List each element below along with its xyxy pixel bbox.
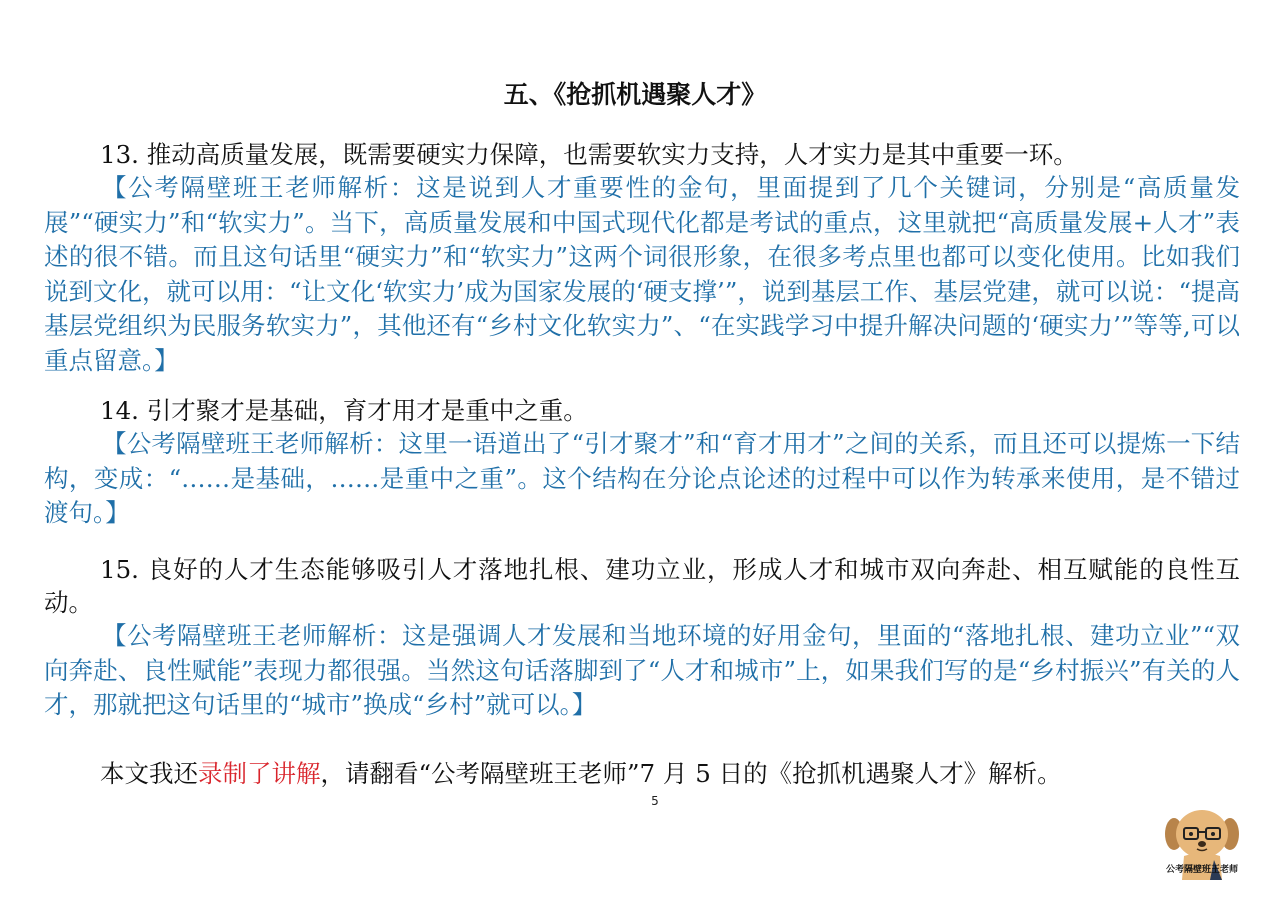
item-15-analysis: 【公考隔壁班王老师解析：这是强调人才发展和当地环境的好用金句，里面的“落地扎根、建功立业”“双向奔赴、良性赋能”表现力都很强。当然这句话落脚到了“人才和城市”上，如果我们写的是“乡村振兴”有关的人才，那就把这句话里的“城市”换成“乡村”就可以。】	[44, 621, 1240, 719]
section-title: 五、《抢抓机遇聚人才》	[503, 80, 767, 109]
item-14-analysis: 【公考隔壁班王老师解析：这里一语道出了“引才聚才”和“育才用才”之间的关系，而且还可以提炼一下结构，变成：“……是基础，……是重中之重”。这个结构在分论点论述的过程中可以作为转承来使用，是不错过渡句。】	[44, 429, 1240, 527]
closing-note	[100, 757, 1250, 790]
page-number: 5	[651, 794, 659, 808]
item-15-quote: 15. 良好的人才生态能够吸引人才落地扎根、建功立业，形成人才和城市双向奔赴、相互赋能的良性互动。	[44, 555, 1240, 617]
item-15	[44, 553, 1240, 723]
item-13-analysis: 【公考隔壁班王老师解析：这是说到人才重要性的金句，里面提到了几个关键词，分别是“高质量发展”“硬实力”和“软实力”。当下，高质量发展和中国式现代化都是考试的重点，这里就把“高质量发展+人才”表述的很不错。而且这句话里“硬实力”和“软实力”这两个词很形象，在很多考点里也都可以变化使用。比如我们说到文化，就可以用：“让文化‘软实力’成为国家发展的‘硬支撑’”，说到基层工作、基层党建，就可以说：“提高基层党组织为民服务软实力”，其他还有“乡村文化软实力”、“在实践学习中提升解决问题的‘硬实力’”等等,可以重点留意。】	[44, 173, 1241, 375]
closing-highlight: 录制了讲解	[198, 759, 321, 788]
item-13	[44, 138, 1240, 378]
mascot-caption: 公考隔壁班王老师	[1165, 865, 1238, 875]
item-14	[44, 394, 1240, 531]
item-13-quote: 13. 推动高质量发展，既需要硬实力保障，也需要软实力支持，人才实力是其中重要一环。	[100, 140, 1078, 169]
closing-after: ，请翻看“公考隔壁班王老师”7 月 5 日的《抢抓机遇聚人才》解析。	[320, 759, 1062, 788]
item-14-quote: 14. 引才聚才是基础，育才用才是重中之重。	[100, 396, 588, 425]
closing-before: 本文我还	[100, 759, 198, 788]
